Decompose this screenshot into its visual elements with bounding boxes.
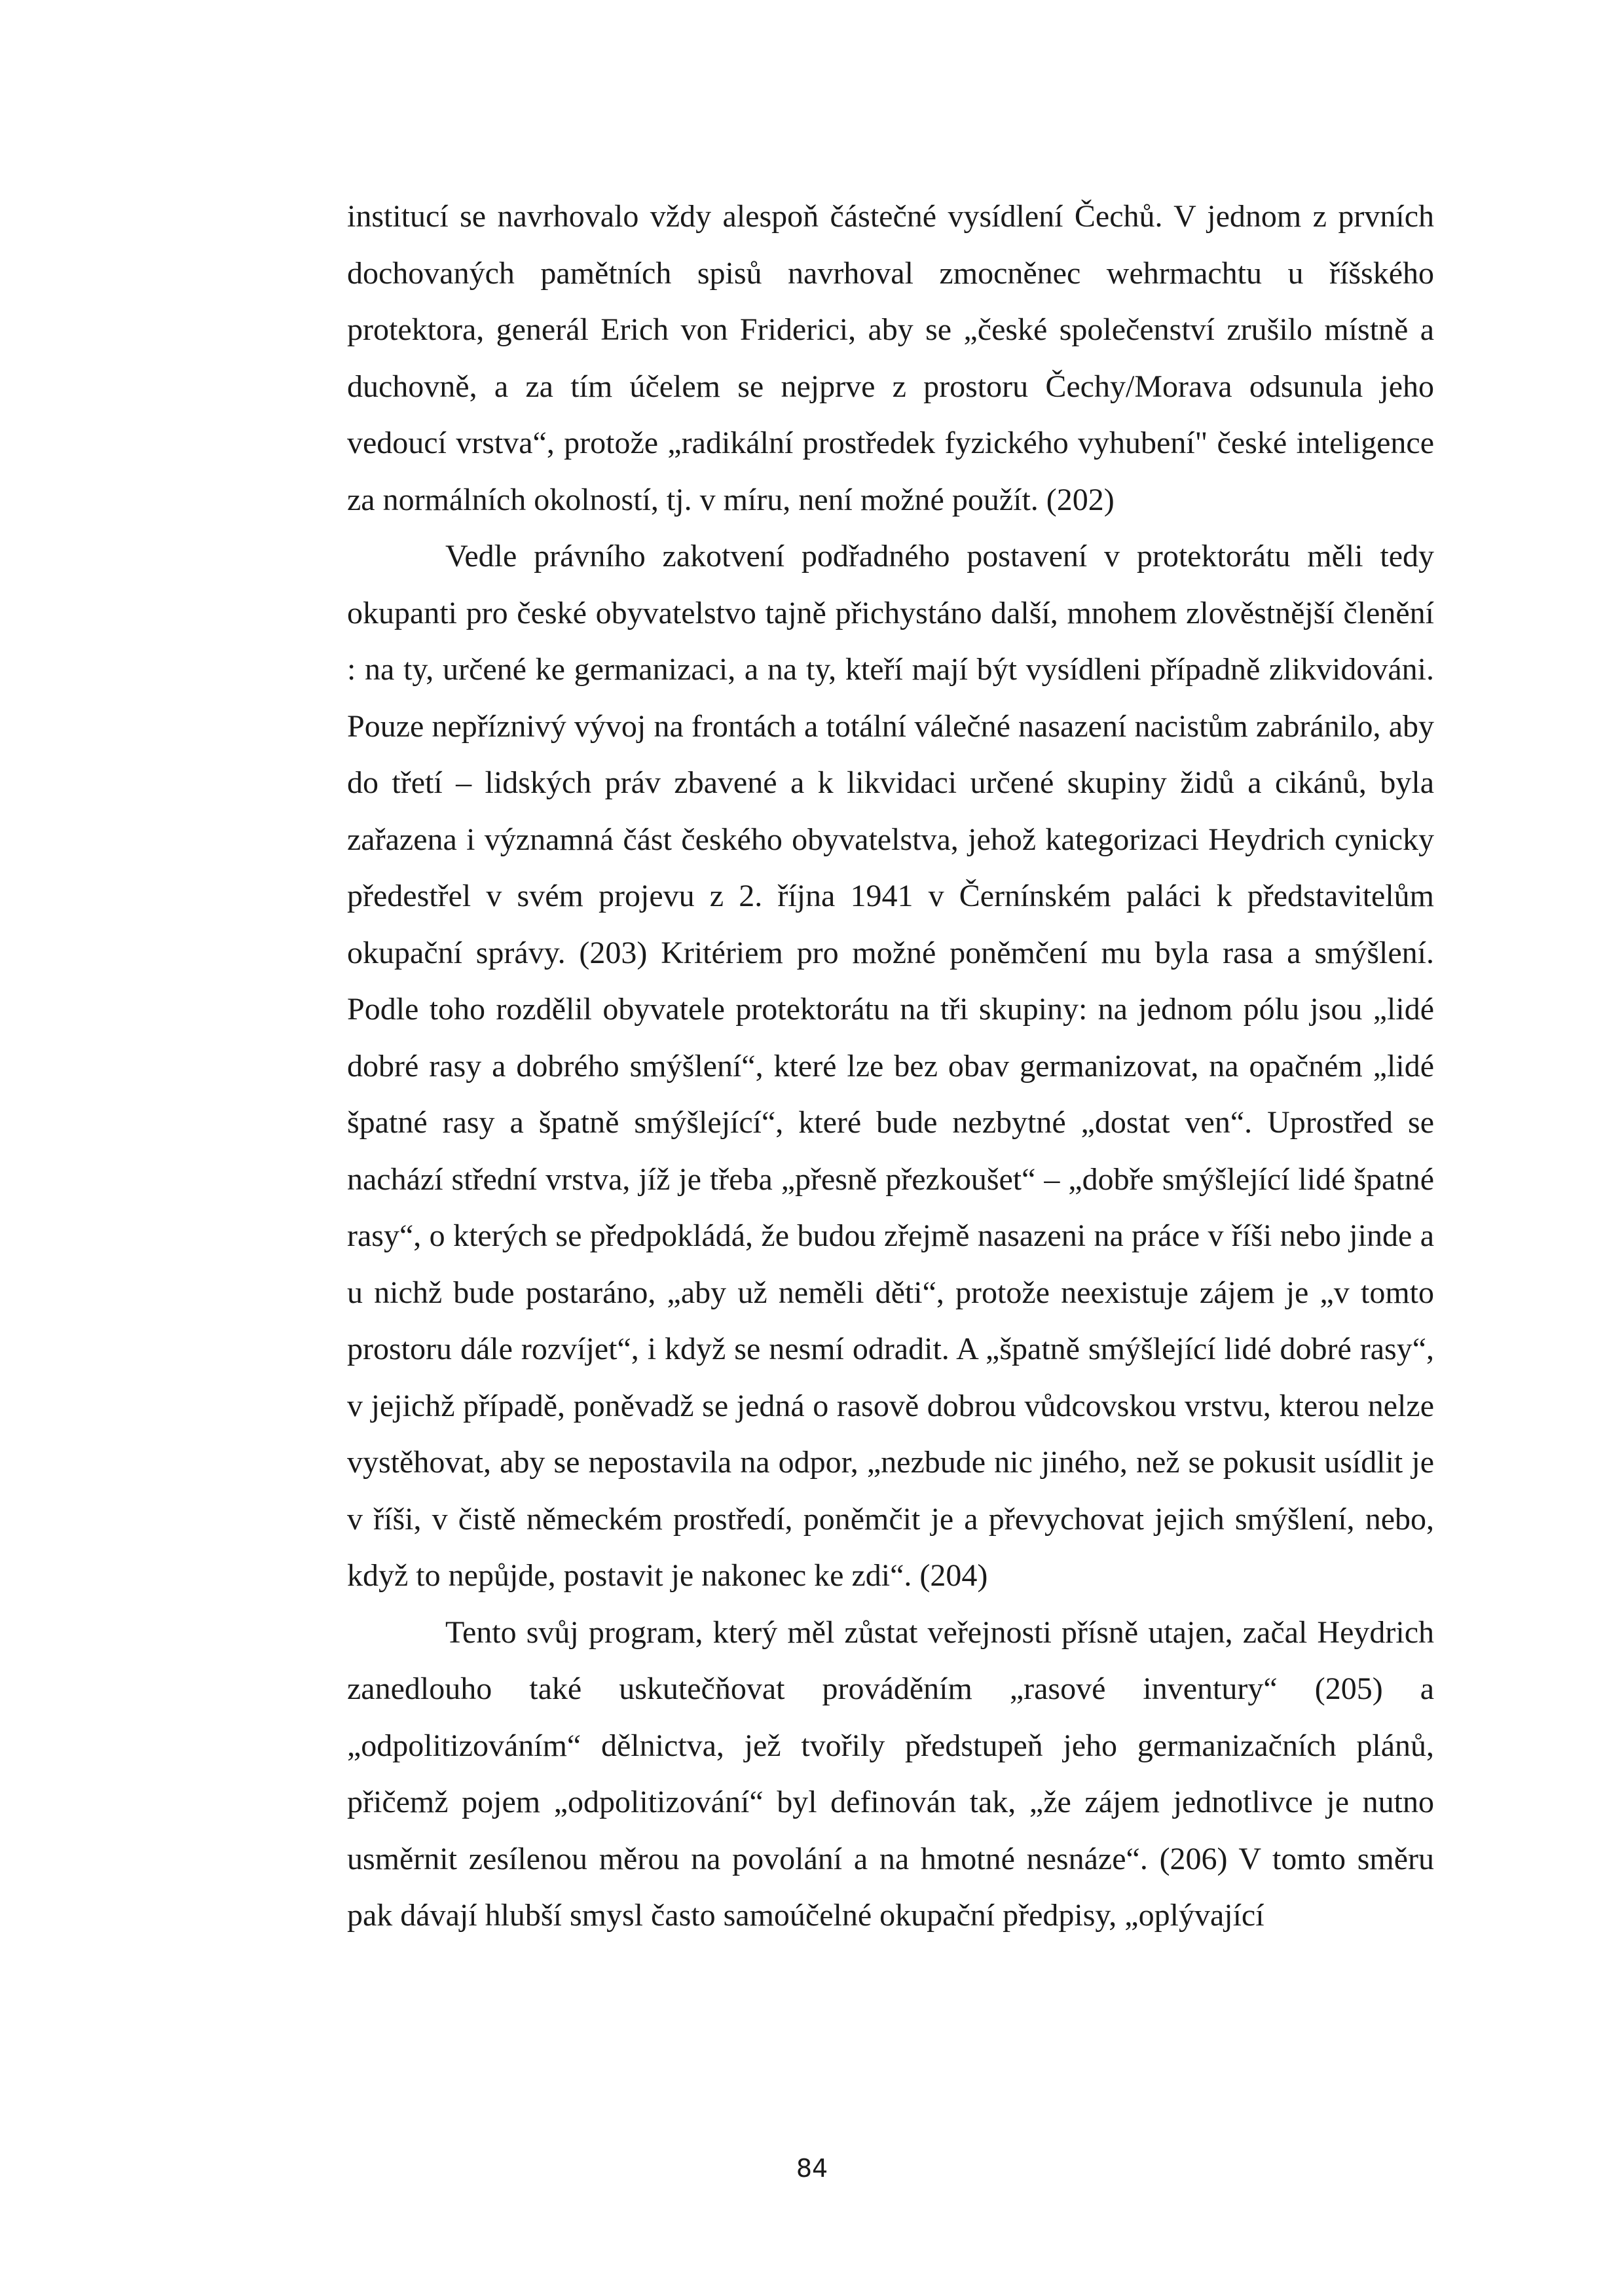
body-text <box>347 189 1434 1944</box>
paragraph-2: Vedle právního zakotvení podřadného postavení v protektorátu měli tedy okupanti pro české obyvatelstvo tajně přichystáno další, mnohem zlověstnější členění : na ty, určené ke germanizaci, a na ty, kteří mají být vysídleni případně zlikvidováni. Pouze nepříznivý vývoj na frontách a totální válečné nasazení nacistům zabránilo, aby do třetí – lidských práv zbavené a k likvidaci určené skupiny židů a cikánů, byla zařazena i významná část českého obyvatelstva, jehož kategorizaci Heydrich cynicky předestřel v svém projevu z 2. října 1941 v Černínském paláci k představitelům okupační správy. (203) Kritériem pro možné poněmčení mu byla rasa a smýšlení. Podle toho rozdělil obyvatele protektorátu na tři skupiny: na jednom pólu jsou „lidé dobré rasy a dobrého smýšlení“, které lze bez obav germanizovat, na opačném „lidé špatné rasy a špatně smýšlející“, které bude nezbytné „dostat ven“. Uprostřed se nachází střední vrstva, jíž je třeba „přesně přezkoušet“ – „dobře smýšlející lidé špatné rasy“, o kterých se předpokládá, že budou zřejmě nasazeni na práce v říši nebo jinde a u nichž bude postaráno, „aby už neměli děti“, protože neexistuje zájem je „v tomto prostoru dále rozvíjet“, i když se nesmí odradit. A „špatně smýšlející lidé dobré rasy“, v jejichž případě, poněvadž se jedná o rasově dobrou vůdcovskou vrstvu, kterou nelze vystěhovat, aby se nepostavila na odpor, „nezbude nic jiného, než se pokusit usídlit je v říši, v čistě německém prostředí, poněmčit je a převychovat jejich smýšlení, nebo, když to nepůjde, postavit je nakonec ke zdi“. (204) <box>347 539 1434 1593</box>
page-number: 84 <box>796 2154 828 2183</box>
paragraph-3: Tento svůj program, který měl zůstat veřejnosti přísně utajen, začal Heydrich zanedlouho také uskutečňovat prováděním „rasové inventury“ (205) a „odpolitizováním“ dělnictva, jež tvořily předstupeň jeho germanizačních plánů, přičemž pojem „odpolitizování“ byl definován tak, „že zájem jednotlivce je nutno usměrnit zesílenou měrou na povolání a na hmotné nesnáze“. (206) V tomto směru pak dávají hlubší smysl často samoúčelné okupační předpisy, „oplývající <box>347 1614 1434 1933</box>
paragraph-1: institucí se navrhovalo vždy alespoň částečné vysídlení Čechů. V jednom z prvních dochovaných pamětních spisů navrhoval zmocněnec wehrmachtu u říšského protektora, generál Erich von Friderici, aby se „české společenství zrušilo místně a duchovně, a za tím účelem se nejprve z prostoru Čechy/Morava odsunula jeho vedoucí vrstva“, protože „radikální prostředek fyzického vyhubení" české inteligence za normálních okolností, tj. v míru, není možné použít. (202) <box>347 199 1434 517</box>
